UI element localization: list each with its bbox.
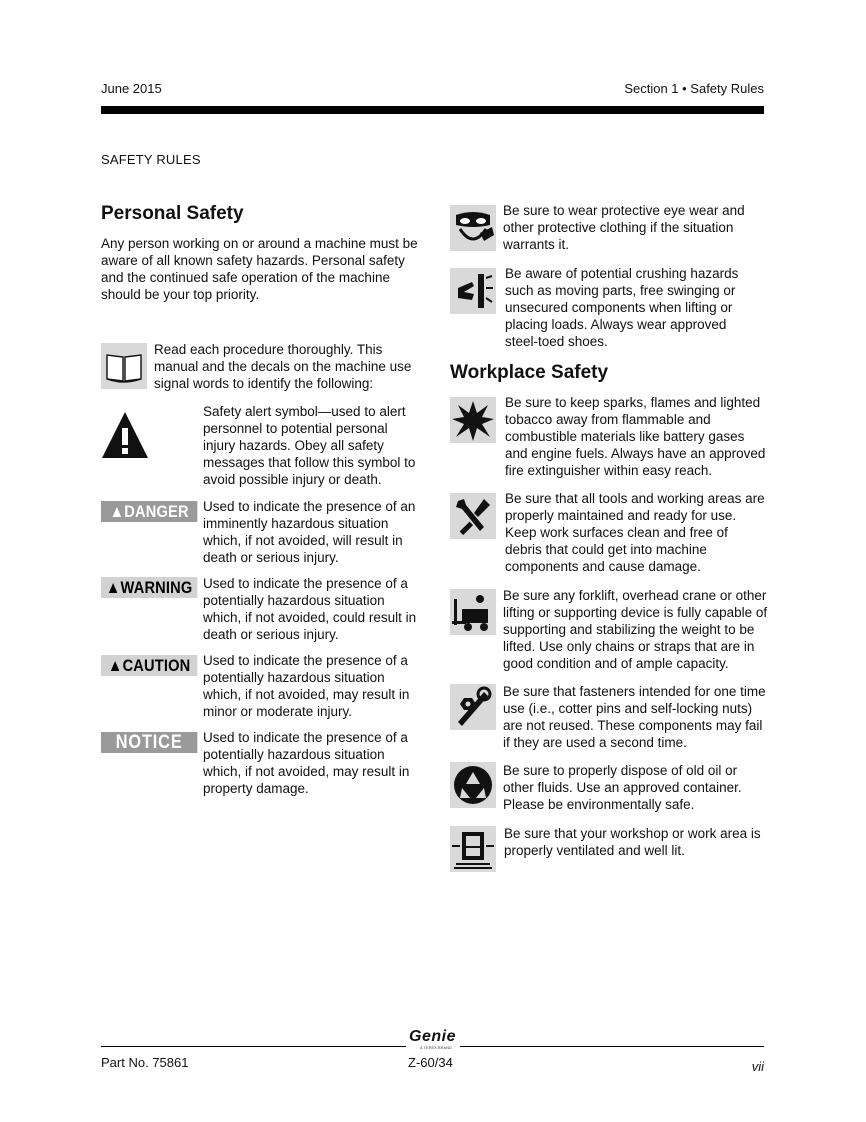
alert-triangle-icon: ▲ bbox=[105, 578, 121, 597]
workplace-item-5-text: Be sure to properly dispose of old oil or other fluids. Use an approved container. Please be environmentally safe. bbox=[503, 763, 742, 812]
workplace-item-1-text: Be sure to keep sparks, flames and lighted tobacco away from flammable and combustible materials like battery gases and engine fuels. Always have an approved fire extinguisher within easy reach. bbox=[505, 395, 766, 478]
footer-page-number: vii bbox=[751, 1059, 764, 1074]
logo-subtitle: A TEREX BRAND bbox=[420, 1045, 452, 1050]
safety-alert-icon bbox=[101, 410, 149, 460]
caution-label bbox=[101, 655, 197, 676]
workplace-item-1 bbox=[450, 394, 768, 479]
workplace-item-3 bbox=[450, 587, 768, 672]
workplace-item-4-text: Be sure that fasteners intended for one time use (i.e., cotter pins and self-locking nuts) are not reused. These components may fail if they are used a second time. bbox=[503, 684, 766, 750]
caution-text: Used to indicate the presence of a potentially hazardous situation which, if not avoided, may result in minor or moderate injury. bbox=[203, 653, 410, 719]
alert-triangle-icon: ▲ bbox=[109, 502, 125, 521]
workplace-safety-title: Workplace Safety bbox=[450, 362, 609, 383]
header-section: Section 1 • Safety Rules bbox=[624, 81, 764, 96]
manual-text: Read each procedure thoroughly. This manual and the decals on the machine use signal words to identify the following: bbox=[154, 342, 412, 391]
manual-book-icon bbox=[101, 343, 147, 389]
alert-symbol-text: Safety alert symbol—used to alert personnel to potential personal injury hazards. Obey all safety messages that follow this symbol to avoid possible injury or death. bbox=[203, 404, 416, 487]
footer-model: Z-60/34 bbox=[408, 1055, 453, 1070]
personal-safety-title: Personal Safety bbox=[101, 203, 244, 224]
warning-label bbox=[101, 577, 197, 598]
personal-safety-intro: Any person working on or around a machine must be aware of all known safety hazards. Personal safety and the continued safe operation of the machine should be your top priority. bbox=[101, 236, 418, 302]
crushing-text-body: Be aware of potential crushing hazards such as moving parts, free swinging or unsecured components when lifting or placing loads. Always wear approved steel-toed shoes. bbox=[505, 266, 739, 349]
notice-label-text: NOTICE bbox=[115, 732, 183, 753]
danger-label-text: DANGER bbox=[124, 502, 189, 521]
footer-part-number: Part No. 75861 bbox=[101, 1055, 189, 1070]
workplace-item-2 bbox=[450, 490, 768, 575]
warning-text: Used to indicate the presence of a potentially hazardous situation which, if not avoided, could result in death or serious injury. bbox=[203, 576, 417, 642]
workplace-item-2-text: Be sure that all tools and working areas are properly maintained and ready for use. Keep work surfaces clean and free of debris that could get into machine components and cause damage. bbox=[505, 491, 765, 574]
warning-label-text: WARNING bbox=[120, 578, 193, 597]
notice-label bbox=[101, 732, 197, 753]
danger-text: Used to indicate the presence of an imminently hazardous situation which, if not avoided, will result in death or serious injury. bbox=[203, 499, 416, 565]
workplace-item-6-text: Be sure that your workshop or work area is properly ventilated and well lit. bbox=[504, 826, 761, 858]
danger-label bbox=[101, 501, 197, 522]
workplace-item-4 bbox=[450, 683, 768, 751]
eyewear-text: Be sure to wear protective eye wear and other protective clothing if the situation warrants it. bbox=[503, 203, 745, 252]
notice-text: Used to indicate the presence of a potentially hazardous situation which, if not avoided, may result in property damage. bbox=[203, 730, 410, 796]
ventilation-icon bbox=[450, 826, 496, 872]
caution-label-text: CAUTION bbox=[122, 656, 191, 675]
header-date: June 2015 bbox=[101, 81, 162, 96]
workplace-item-3-text: Be sure any forklift, overhead crane or other lifting or supporting device is fully capable of supporting and stabilizing the weight to be lifted. Use only chains or straps that are in good condition and of ample capacity. bbox=[503, 588, 768, 671]
eye-protection-icon bbox=[450, 205, 496, 251]
header-rule bbox=[101, 106, 764, 114]
crushing-text bbox=[450, 265, 750, 350]
footer-rule-left bbox=[101, 1046, 406, 1047]
alert-triangle-icon: ▲ bbox=[107, 656, 123, 675]
footer-rule-right bbox=[460, 1046, 764, 1047]
genie-logo: Genie bbox=[409, 1028, 456, 1045]
section-label: SAFETY RULES bbox=[101, 152, 201, 167]
recycle-icon bbox=[450, 762, 496, 808]
